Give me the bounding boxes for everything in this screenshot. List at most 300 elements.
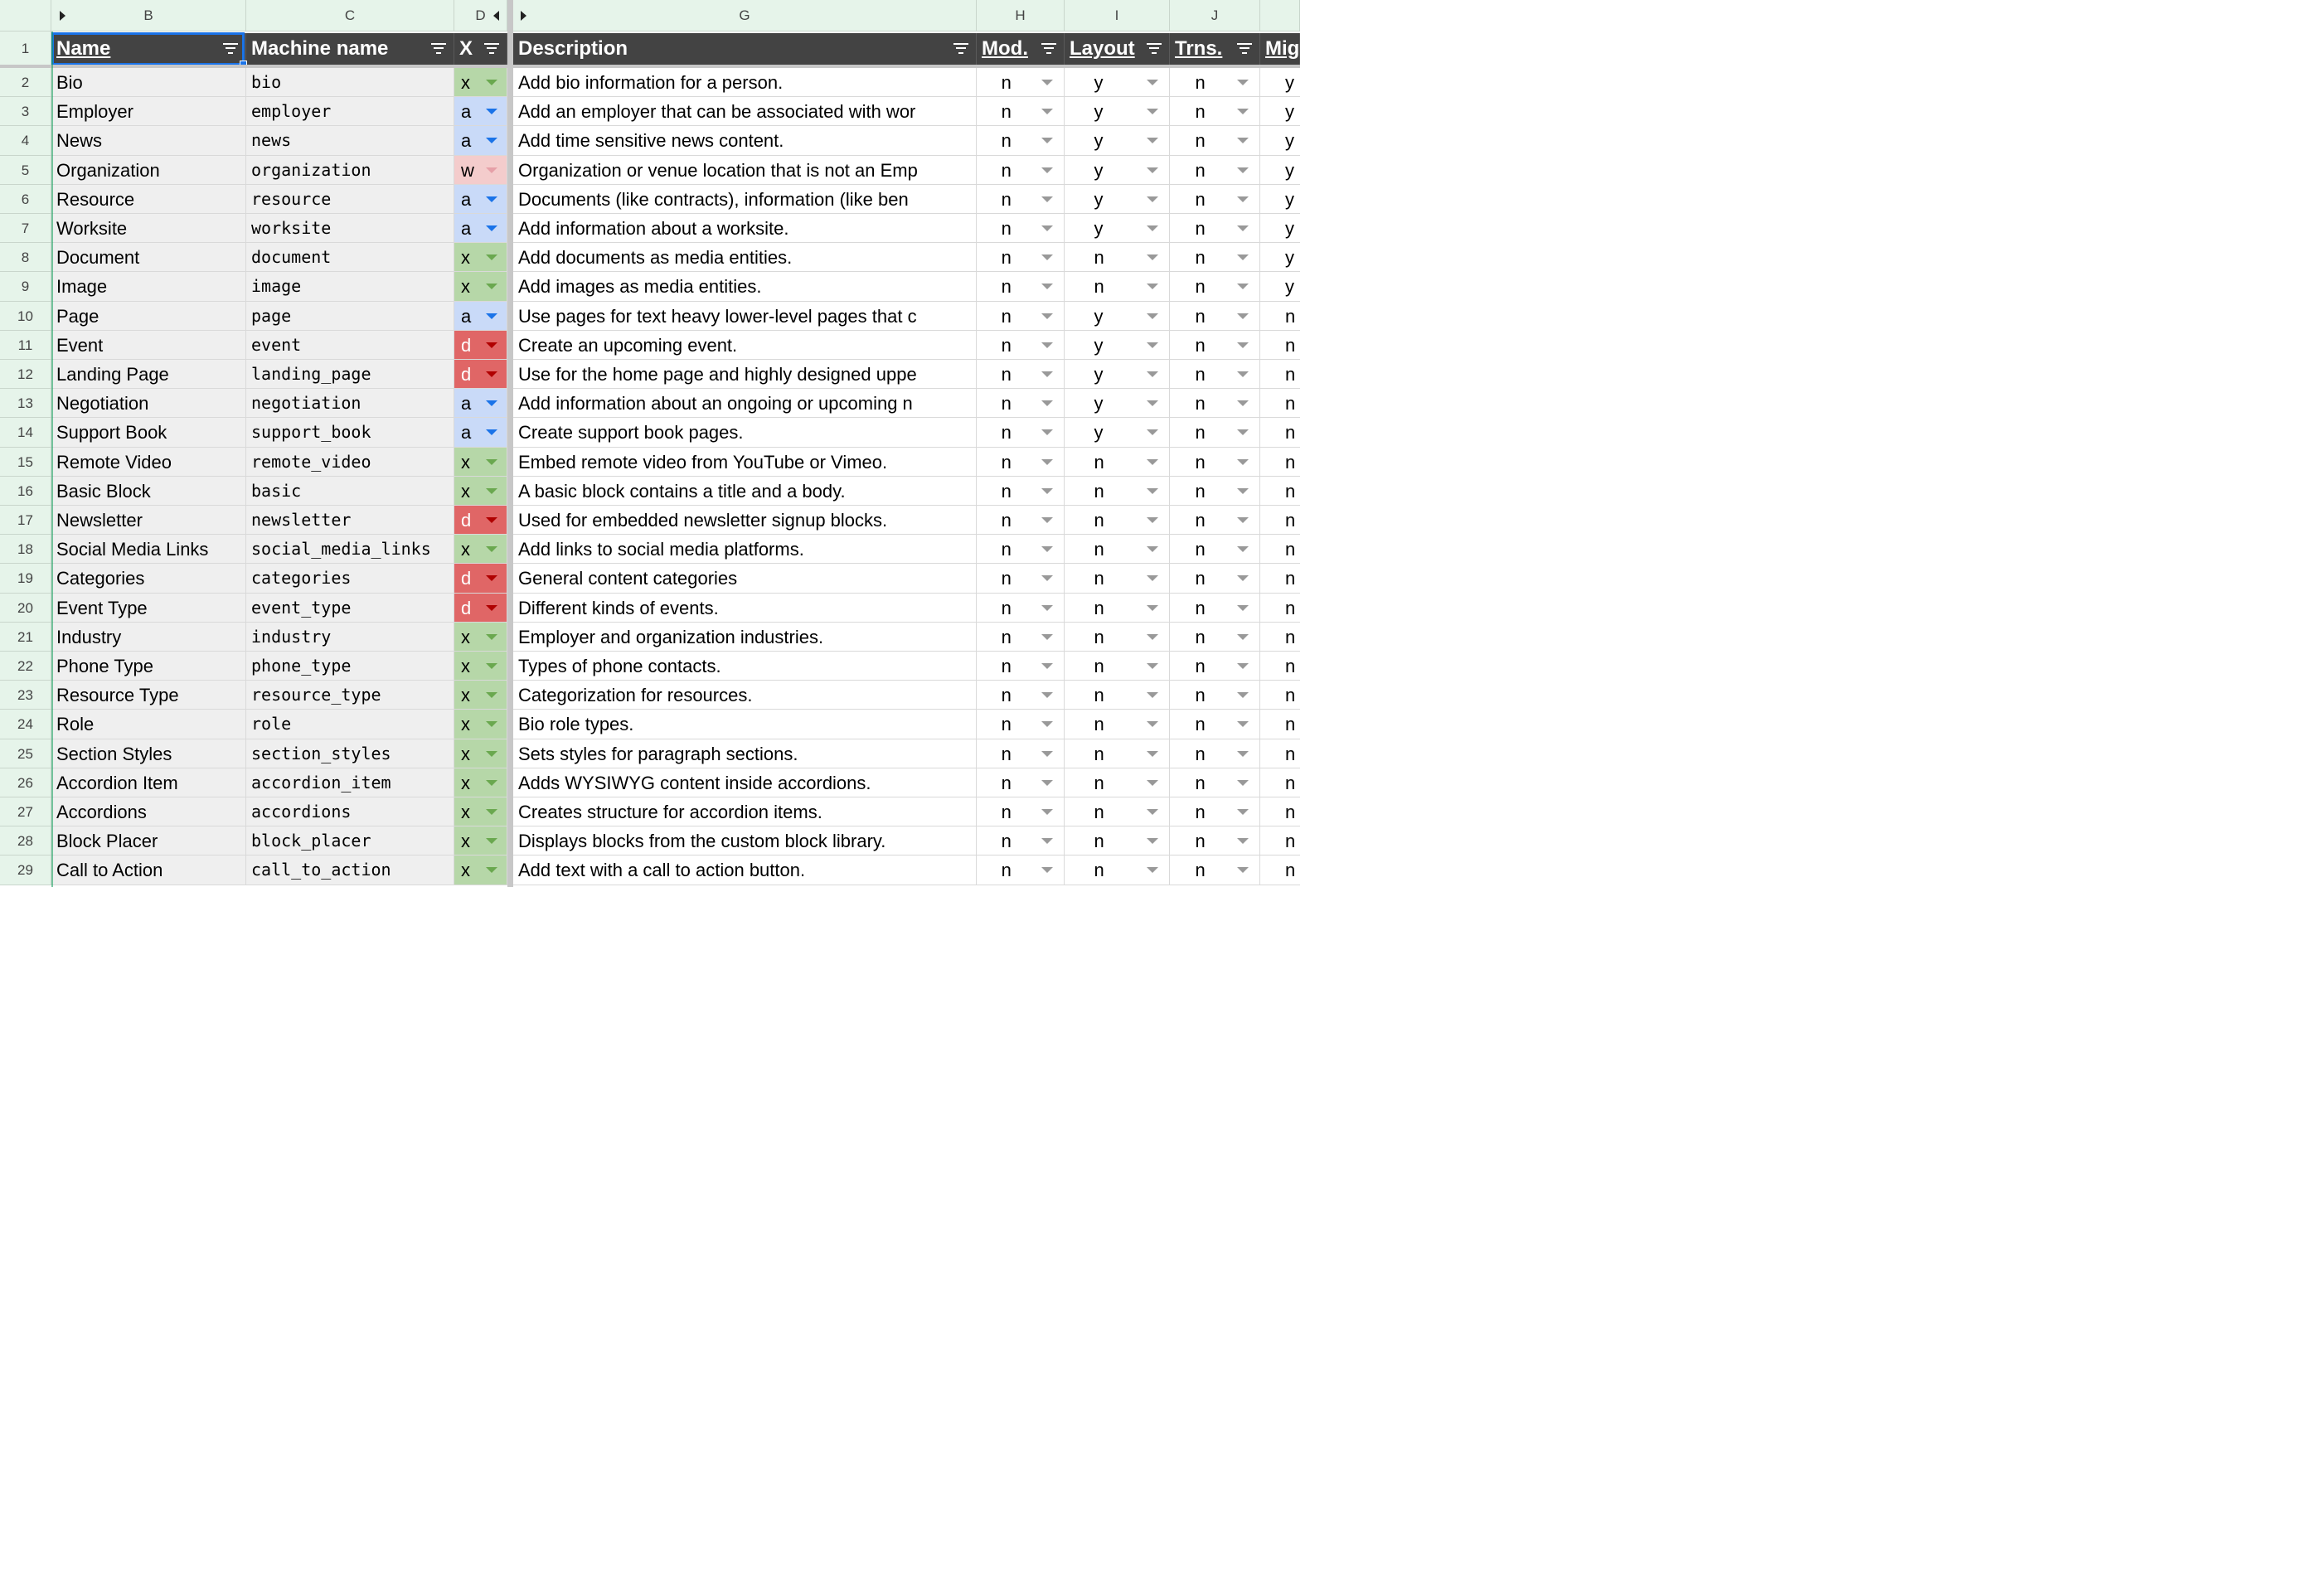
chevron-down-icon xyxy=(1147,342,1158,348)
description-cell[interactable] xyxy=(513,768,977,797)
status-dropdown[interactable] xyxy=(454,739,507,768)
machine-name-cell[interactable] xyxy=(246,477,454,506)
machine-name-cell[interactable] xyxy=(246,418,454,447)
mod-dropdown[interactable] xyxy=(977,652,1065,681)
status-dropdown[interactable] xyxy=(454,448,507,477)
layout-dropdown[interactable] xyxy=(1065,652,1170,681)
filter-icon[interactable] xyxy=(484,43,499,55)
column-header-next[interactable] xyxy=(1260,0,1300,32)
name-cell[interactable] xyxy=(51,156,246,185)
name-text: Call to Action xyxy=(56,860,163,881)
mod-dropdown[interactable] xyxy=(977,360,1065,389)
row-number[interactable]: 9 xyxy=(0,272,51,301)
layout-value: y xyxy=(1094,393,1104,414)
name-cell[interactable] xyxy=(51,272,246,301)
row-number[interactable]: 15 xyxy=(0,448,51,477)
status-dropdown[interactable] xyxy=(454,594,507,623)
status-dropdown[interactable] xyxy=(454,535,507,564)
trns-dropdown[interactable] xyxy=(1170,652,1260,681)
trns-dropdown[interactable] xyxy=(1170,564,1260,593)
machine-name-cell[interactable] xyxy=(246,185,454,214)
layout-dropdown[interactable] xyxy=(1065,214,1170,243)
name-cell[interactable] xyxy=(51,623,246,652)
row-number[interactable]: 24 xyxy=(0,710,51,739)
row-number[interactable]: 10 xyxy=(0,302,51,331)
status-dropdown[interactable] xyxy=(454,710,507,739)
description-cell[interactable] xyxy=(513,710,977,739)
row-number[interactable]: 4 xyxy=(0,126,51,155)
filter-icon[interactable] xyxy=(431,43,446,55)
trns-dropdown[interactable] xyxy=(1170,360,1260,389)
status-dropdown[interactable] xyxy=(454,826,507,856)
machine-name-cell[interactable] xyxy=(246,156,454,185)
filter-icon[interactable] xyxy=(1147,43,1162,55)
layout-dropdown[interactable] xyxy=(1065,272,1170,301)
status-dropdown[interactable] xyxy=(454,360,507,389)
mig-dropdown[interactable] xyxy=(1260,360,1300,389)
name-cell[interactable] xyxy=(51,826,246,856)
chevron-down-icon xyxy=(486,663,497,669)
mig-dropdown[interactable] xyxy=(1260,389,1300,418)
mod-dropdown[interactable] xyxy=(977,826,1065,856)
mig-dropdown[interactable] xyxy=(1260,594,1300,623)
status-dropdown[interactable] xyxy=(454,302,507,331)
trns-dropdown[interactable] xyxy=(1170,535,1260,564)
column-header-b[interactable] xyxy=(51,0,246,32)
row-number[interactable]: 16 xyxy=(0,477,51,506)
column-header-d[interactable] xyxy=(454,0,507,32)
layout-dropdown[interactable] xyxy=(1065,243,1170,272)
mod-dropdown[interactable] xyxy=(977,506,1065,535)
row-number[interactable]: 5 xyxy=(0,156,51,185)
machine-name-cell[interactable] xyxy=(246,97,454,126)
layout-dropdown[interactable] xyxy=(1065,506,1170,535)
status-dropdown[interactable] xyxy=(454,331,507,360)
layout-dropdown[interactable] xyxy=(1065,360,1170,389)
description-cell[interactable] xyxy=(513,126,977,155)
name-cell[interactable] xyxy=(51,68,246,97)
description-text: Add time sensitive news content. xyxy=(518,130,784,152)
trns-dropdown[interactable] xyxy=(1170,68,1260,97)
filter-icon[interactable] xyxy=(1237,43,1252,55)
column-header-j[interactable] xyxy=(1170,0,1260,32)
description-cell[interactable] xyxy=(513,389,977,418)
row-number[interactable]: 29 xyxy=(0,856,51,885)
layout-dropdown[interactable] xyxy=(1065,68,1170,97)
row-number[interactable]: 8 xyxy=(0,243,51,272)
status-dropdown[interactable] xyxy=(454,418,507,447)
status-dropdown[interactable] xyxy=(454,185,507,214)
layout-dropdown[interactable] xyxy=(1065,156,1170,185)
mig-dropdown[interactable] xyxy=(1260,826,1300,856)
row-number[interactable]: 13 xyxy=(0,389,51,418)
select-all-corner[interactable] xyxy=(0,0,51,32)
column-header-i[interactable] xyxy=(1065,0,1170,32)
description-cell[interactable] xyxy=(513,185,977,214)
description-cell[interactable] xyxy=(513,739,977,768)
machine-name-cell[interactable] xyxy=(246,448,454,477)
description-cell[interactable] xyxy=(513,564,977,593)
name-cell[interactable] xyxy=(51,126,246,155)
trns-dropdown[interactable] xyxy=(1170,331,1260,360)
description-cell[interactable] xyxy=(513,797,977,826)
layout-dropdown[interactable] xyxy=(1065,389,1170,418)
machine-name-cell[interactable] xyxy=(246,797,454,826)
trns-dropdown[interactable] xyxy=(1170,710,1260,739)
description-cell[interactable] xyxy=(513,68,977,97)
description-cell[interactable] xyxy=(513,652,977,681)
row-number[interactable]: 6 xyxy=(0,185,51,214)
mod-dropdown[interactable] xyxy=(977,68,1065,97)
chevron-down-icon xyxy=(486,634,497,640)
layout-dropdown[interactable] xyxy=(1065,97,1170,126)
trns-dropdown[interactable] xyxy=(1170,856,1260,885)
name-cell[interactable] xyxy=(51,856,246,885)
machine-name-cell[interactable] xyxy=(246,564,454,593)
trns-dropdown[interactable] xyxy=(1170,126,1260,155)
trns-dropdown[interactable] xyxy=(1170,97,1260,126)
trns-dropdown[interactable] xyxy=(1170,477,1260,506)
name-cell[interactable] xyxy=(51,214,246,243)
mig-dropdown[interactable] xyxy=(1260,477,1300,506)
layout-dropdown[interactable] xyxy=(1065,710,1170,739)
description-text: Used for embedded newsletter signup blocks. xyxy=(518,510,888,531)
mod-dropdown[interactable] xyxy=(977,418,1065,447)
description-cell[interactable] xyxy=(513,418,977,447)
status-dropdown[interactable] xyxy=(454,477,507,506)
mig-dropdown[interactable] xyxy=(1260,156,1300,185)
row-number[interactable]: 14 xyxy=(0,418,51,447)
trns-dropdown[interactable] xyxy=(1170,826,1260,856)
trns-dropdown[interactable] xyxy=(1170,448,1260,477)
status-dropdown[interactable] xyxy=(454,652,507,681)
status-dropdown[interactable] xyxy=(454,389,507,418)
status-dropdown[interactable] xyxy=(454,564,507,593)
description-column-header[interactable] xyxy=(513,33,977,65)
mig-dropdown[interactable] xyxy=(1260,506,1300,535)
machine-name-cell[interactable] xyxy=(246,710,454,739)
mod-dropdown[interactable] xyxy=(977,681,1065,710)
mod-dropdown[interactable] xyxy=(977,126,1065,155)
name-cell[interactable] xyxy=(51,360,246,389)
description-cell[interactable] xyxy=(513,214,977,243)
status-dropdown[interactable] xyxy=(454,126,507,155)
description-cell[interactable] xyxy=(513,156,977,185)
layout-dropdown[interactable] xyxy=(1065,302,1170,331)
mod-dropdown[interactable] xyxy=(977,710,1065,739)
mig-value: y xyxy=(1285,72,1294,93)
trns-dropdown[interactable] xyxy=(1170,623,1260,652)
name-cell[interactable] xyxy=(51,564,246,593)
status-column-header[interactable] xyxy=(454,33,507,65)
layout-dropdown[interactable] xyxy=(1065,623,1170,652)
status-dropdown[interactable] xyxy=(454,68,507,97)
status-dropdown[interactable] xyxy=(454,768,507,797)
row-number[interactable]: 27 xyxy=(0,797,51,826)
layout-dropdown[interactable] xyxy=(1065,418,1170,447)
layout-dropdown[interactable] xyxy=(1065,594,1170,623)
status-text: x xyxy=(461,626,470,647)
chevron-down-icon xyxy=(1147,838,1158,844)
name-cell[interactable] xyxy=(51,652,246,681)
mig-column-header[interactable] xyxy=(1260,33,1300,65)
collapse-columns-icon[interactable] xyxy=(493,11,499,21)
description-cell[interactable] xyxy=(513,302,977,331)
mod-dropdown[interactable] xyxy=(977,477,1065,506)
machine-name-column-header[interactable] xyxy=(246,33,454,65)
mod-dropdown[interactable] xyxy=(977,97,1065,126)
mig-dropdown[interactable] xyxy=(1260,97,1300,126)
machine-name-cell[interactable] xyxy=(246,302,454,331)
status-dropdown[interactable] xyxy=(454,506,507,535)
name-cell[interactable] xyxy=(51,768,246,797)
trns-dropdown[interactable] xyxy=(1170,389,1260,418)
row-number[interactable]: 22 xyxy=(0,652,51,681)
machine-name-cell[interactable] xyxy=(246,739,454,768)
name-cell[interactable] xyxy=(51,448,246,477)
machine-name-cell[interactable] xyxy=(246,681,454,710)
trns-dropdown[interactable] xyxy=(1170,185,1260,214)
status-dropdown[interactable] xyxy=(454,681,507,710)
machine-name-cell[interactable] xyxy=(246,652,454,681)
layout-dropdown[interactable] xyxy=(1065,797,1170,826)
mod-dropdown[interactable] xyxy=(977,331,1065,360)
machine-name-cell[interactable] xyxy=(246,243,454,272)
trns-dropdown[interactable] xyxy=(1170,681,1260,710)
filter-icon[interactable] xyxy=(1041,43,1056,55)
chevron-down-icon xyxy=(486,371,497,377)
mod-dropdown[interactable] xyxy=(977,594,1065,623)
mod-dropdown[interactable] xyxy=(977,564,1065,593)
mig-dropdown[interactable] xyxy=(1260,681,1300,710)
machine-name-cell[interactable] xyxy=(246,360,454,389)
mig-dropdown[interactable] xyxy=(1260,185,1300,214)
description-cell[interactable] xyxy=(513,826,977,856)
layout-dropdown[interactable] xyxy=(1065,477,1170,506)
mod-dropdown[interactable] xyxy=(977,797,1065,826)
filter-icon[interactable] xyxy=(953,43,968,55)
column-header-c[interactable] xyxy=(246,0,454,32)
mod-dropdown[interactable] xyxy=(977,243,1065,272)
mig-dropdown[interactable] xyxy=(1260,331,1300,360)
mig-dropdown[interactable] xyxy=(1260,797,1300,826)
description-cell[interactable] xyxy=(513,506,977,535)
layout-dropdown[interactable] xyxy=(1065,856,1170,885)
mod-dropdown[interactable] xyxy=(977,156,1065,185)
mig-dropdown[interactable] xyxy=(1260,623,1300,652)
column-header-g[interactable] xyxy=(513,0,977,32)
mig-dropdown[interactable] xyxy=(1260,652,1300,681)
name-cell[interactable] xyxy=(51,243,246,272)
description-cell[interactable] xyxy=(513,856,977,885)
name-cell[interactable] xyxy=(51,681,246,710)
mig-dropdown[interactable] xyxy=(1260,126,1300,155)
name-cell[interactable] xyxy=(51,97,246,126)
description-cell[interactable] xyxy=(513,623,977,652)
trns-dropdown[interactable] xyxy=(1170,156,1260,185)
name-cell[interactable] xyxy=(51,594,246,623)
name-cell[interactable] xyxy=(51,710,246,739)
chevron-down-icon xyxy=(1041,517,1053,523)
description-cell[interactable] xyxy=(513,594,977,623)
mig-dropdown[interactable] xyxy=(1260,564,1300,593)
mod-dropdown[interactable] xyxy=(977,535,1065,564)
machine-name-cell[interactable] xyxy=(246,506,454,535)
row-number[interactable]: 20 xyxy=(0,594,51,623)
mod-dropdown[interactable] xyxy=(977,856,1065,885)
hidden-columns-gap[interactable] xyxy=(507,0,513,887)
row-number[interactable]: 25 xyxy=(0,739,51,768)
column-header-h[interactable] xyxy=(977,0,1065,32)
name-cell[interactable] xyxy=(51,185,246,214)
name-cell[interactable] xyxy=(51,389,246,418)
description-text: Add images as media entities. xyxy=(518,276,762,298)
mod-dropdown[interactable] xyxy=(977,739,1065,768)
machine-name-cell[interactable] xyxy=(246,214,454,243)
row-number[interactable]: 3 xyxy=(0,97,51,126)
status-dropdown[interactable] xyxy=(454,623,507,652)
layout-dropdown[interactable] xyxy=(1065,448,1170,477)
trns-column-header[interactable] xyxy=(1170,33,1260,65)
layout-dropdown[interactable] xyxy=(1065,768,1170,797)
machine-name-cell[interactable] xyxy=(246,126,454,155)
machine-name-cell[interactable] xyxy=(246,331,454,360)
name-cell[interactable] xyxy=(51,739,246,768)
status-dropdown[interactable] xyxy=(454,243,507,272)
mig-dropdown[interactable] xyxy=(1260,768,1300,797)
row-number[interactable]: 7 xyxy=(0,214,51,243)
name-cell[interactable] xyxy=(51,535,246,564)
layout-dropdown[interactable] xyxy=(1065,564,1170,593)
row-number[interactable]: 11 xyxy=(0,331,51,360)
layout-dropdown[interactable] xyxy=(1065,331,1170,360)
layout-dropdown[interactable] xyxy=(1065,826,1170,856)
layout-dropdown[interactable] xyxy=(1065,535,1170,564)
trns-dropdown[interactable] xyxy=(1170,302,1260,331)
machine-name-cell[interactable] xyxy=(246,272,454,301)
name-cell[interactable] xyxy=(51,477,246,506)
description-text: Displays blocks from the custom block library. xyxy=(518,831,886,852)
trns-dropdown[interactable] xyxy=(1170,243,1260,272)
description-cell[interactable] xyxy=(513,331,977,360)
mod-dropdown[interactable] xyxy=(977,302,1065,331)
layout-column-header[interactable] xyxy=(1065,33,1170,65)
mig-dropdown[interactable] xyxy=(1260,418,1300,447)
chevron-down-icon xyxy=(1041,867,1053,873)
description-cell[interactable] xyxy=(513,477,977,506)
row-number[interactable]: 2 xyxy=(0,68,51,97)
status-dropdown[interactable] xyxy=(454,156,507,185)
trns-dropdown[interactable] xyxy=(1170,272,1260,301)
row-number[interactable]: 19 xyxy=(0,564,51,593)
machine-name-cell[interactable] xyxy=(246,768,454,797)
status-dropdown[interactable] xyxy=(454,272,507,301)
name-cell[interactable] xyxy=(51,506,246,535)
mig-dropdown[interactable] xyxy=(1260,535,1300,564)
status-dropdown[interactable] xyxy=(454,97,507,126)
mig-dropdown[interactable] xyxy=(1260,710,1300,739)
machine-name-cell[interactable] xyxy=(246,594,454,623)
name-cell[interactable] xyxy=(51,302,246,331)
layout-dropdown[interactable] xyxy=(1065,185,1170,214)
mod-dropdown[interactable] xyxy=(977,272,1065,301)
mod-dropdown[interactable] xyxy=(977,448,1065,477)
description-cell[interactable] xyxy=(513,97,977,126)
description-cell[interactable] xyxy=(513,681,977,710)
layout-dropdown[interactable] xyxy=(1065,126,1170,155)
mig-dropdown[interactable] xyxy=(1260,68,1300,97)
mod-dropdown[interactable] xyxy=(977,185,1065,214)
trns-dropdown[interactable] xyxy=(1170,768,1260,797)
mig-dropdown[interactable] xyxy=(1260,448,1300,477)
layout-value: n xyxy=(1094,743,1104,764)
row-number[interactable]: 21 xyxy=(0,623,51,652)
row-number-1[interactable]: 1 xyxy=(0,32,51,66)
row-number[interactable]: 26 xyxy=(0,768,51,797)
name-cell[interactable] xyxy=(51,797,246,826)
trns-dropdown[interactable] xyxy=(1170,506,1260,535)
expand-columns-left-icon[interactable] xyxy=(60,11,65,21)
machine-name-cell[interactable] xyxy=(246,623,454,652)
description-text: Add an employer that can be associated with wor xyxy=(518,101,916,123)
trns-dropdown[interactable] xyxy=(1170,797,1260,826)
status-dropdown[interactable] xyxy=(454,856,507,885)
machine-name-cell[interactable] xyxy=(246,535,454,564)
trns-dropdown[interactable] xyxy=(1170,214,1260,243)
trns-dropdown[interactable] xyxy=(1170,594,1260,623)
machine-name-cell[interactable] xyxy=(246,826,454,856)
mig-dropdown[interactable] xyxy=(1260,739,1300,768)
description-cell[interactable] xyxy=(513,272,977,301)
name-cell[interactable] xyxy=(51,418,246,447)
status-dropdown[interactable] xyxy=(454,797,507,826)
row-number[interactable]: 23 xyxy=(0,681,51,710)
mod-dropdown[interactable] xyxy=(977,214,1065,243)
mod-column-header[interactable] xyxy=(977,33,1065,65)
name-cell[interactable] xyxy=(51,331,246,360)
mod-dropdown[interactable] xyxy=(977,623,1065,652)
description-cell[interactable] xyxy=(513,243,977,272)
name-text: Section Styles xyxy=(56,743,172,764)
machine-name-cell[interactable] xyxy=(246,389,454,418)
mig-dropdown[interactable] xyxy=(1260,272,1300,301)
description-cell[interactable] xyxy=(513,535,977,564)
machine-name-cell[interactable] xyxy=(246,68,454,97)
machine-name-cell[interactable] xyxy=(246,856,454,885)
mod-dropdown[interactable] xyxy=(977,768,1065,797)
trns-dropdown[interactable] xyxy=(1170,418,1260,447)
mod-dropdown[interactable] xyxy=(977,389,1065,418)
trns-dropdown[interactable] xyxy=(1170,739,1260,768)
mig-dropdown[interactable] xyxy=(1260,302,1300,331)
chevron-down-icon xyxy=(486,196,497,202)
status-text: x xyxy=(461,743,470,764)
description-cell[interactable] xyxy=(513,360,977,389)
description-cell[interactable] xyxy=(513,448,977,477)
row-number[interactable]: 18 xyxy=(0,535,51,564)
expand-hidden-columns-icon[interactable] xyxy=(521,11,526,21)
status-dropdown[interactable] xyxy=(454,214,507,243)
layout-dropdown[interactable] xyxy=(1065,681,1170,710)
row-number[interactable]: 12 xyxy=(0,360,51,389)
chevron-down-icon xyxy=(1041,809,1053,815)
mig-dropdown[interactable] xyxy=(1260,214,1300,243)
mig-dropdown[interactable] xyxy=(1260,243,1300,272)
row-number[interactable]: 17 xyxy=(0,506,51,535)
row-number[interactable]: 28 xyxy=(0,826,51,856)
mig-dropdown[interactable] xyxy=(1260,856,1300,885)
layout-dropdown[interactable] xyxy=(1065,739,1170,768)
